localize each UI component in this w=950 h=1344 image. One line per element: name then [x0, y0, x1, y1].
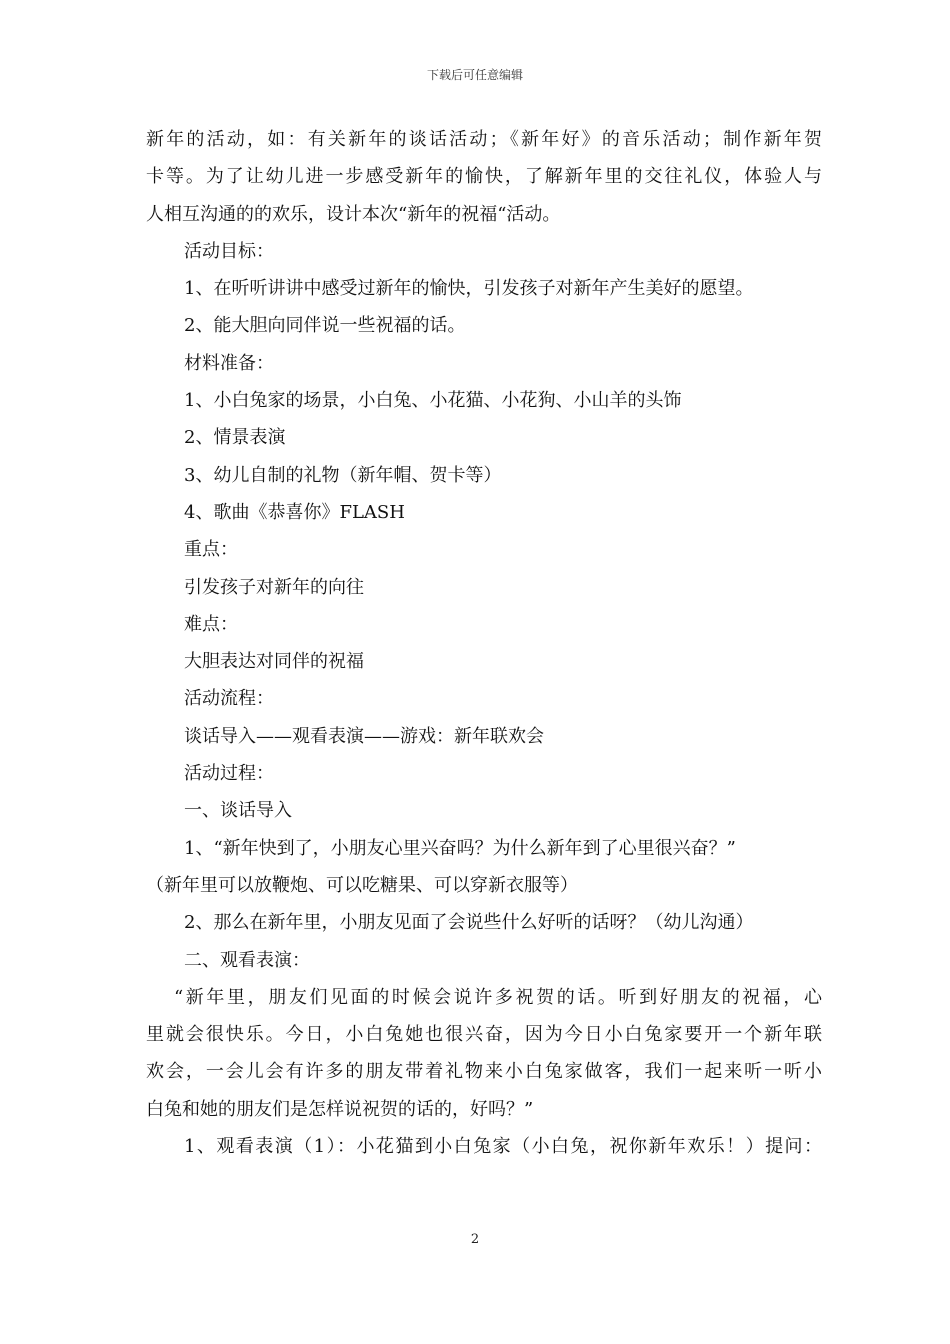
paragraph-line: 卡等。为了让幼儿进一步感受新年的愉快，了解新年里的交往礼仪，体验人与	[146, 166, 822, 188]
list-item: 4、歌曲《恭喜你》FLASH	[184, 501, 405, 523]
section-heading: 活动过程：	[184, 763, 274, 785]
paragraph-line: 新年的活动，如：有关新年的谈话活动；《新年好》的音乐活动；制作新年贺	[146, 129, 822, 150]
document-body	[146, 121, 822, 1165]
paragraph-line: 欢会，一会儿会有许多的朋友带着礼物来小白兔家做客，我们一起来听一听小	[146, 1061, 822, 1083]
paragraph-line: 人相互沟通的的欢乐，设计本次“新年的祝福“活动。	[146, 203, 561, 225]
section-heading: 材料准备：	[184, 352, 274, 374]
list-item: 2、那么在新年里，小朋友见面了会说些什么好听的话呀？（幼儿沟通）	[184, 912, 754, 934]
paragraph-line: 里就会很快乐。今日，小白兔她也很兴奋，因为今日小白兔家要开一个新年联	[146, 1024, 822, 1046]
list-item: 1、“新年快到了，小朋友心里兴奋吗？为什么新年到了心里很兴奋？”	[184, 837, 736, 859]
list-item: 1、观看表演（1）：小花猫到小白兔家（小白兔，祝你新年欢乐！）提问：	[184, 1136, 822, 1158]
page-number: 2	[470, 1232, 480, 1247]
page-header: 下载后可任意编辑	[426, 68, 523, 82]
section-heading: 活动目标：	[184, 240, 274, 262]
section-heading: 难点：	[184, 613, 238, 635]
paragraph-line: “新年里，朋友们见面的时候会说许多祝贺的话。听到好朋友的祝福，心	[174, 986, 822, 1008]
section-heading: 活动流程：	[184, 688, 274, 710]
list-item: 2、情景表演	[184, 427, 286, 449]
paragraph-line: 谈话导入——观看表演——游戏：新年联欢会	[184, 725, 544, 747]
list-item: 1、小白兔家的场景，小白兔、小花猫、小花狗、小山羊的头饰	[184, 390, 682, 412]
list-item: 3、幼儿自制的礼物（新年帽、贺卡等）	[184, 464, 502, 486]
list-item: 2、能大胆向同伴说一些祝福的话。	[184, 315, 466, 337]
paragraph-line: （新年里可以放鞭炮、可以吃糖果、可以穿新衣服等）	[146, 874, 578, 896]
section-heading: 二、观看表演：	[184, 949, 310, 971]
paragraph-line: 白兔和她的朋友们是怎样说祝贺的话的，好吗？”	[146, 1098, 534, 1120]
paragraph-line: 引发孩子对新年的向往	[184, 576, 364, 598]
section-heading: 重点：	[184, 539, 238, 561]
list-item: 1、在听听讲讲中感受过新年的愉快，引发孩子对新年产生美好的愿望。	[184, 278, 754, 300]
paragraph-line: 大胆表达对同伴的祝福	[184, 651, 364, 673]
section-heading: 一、谈话导入	[184, 800, 292, 822]
